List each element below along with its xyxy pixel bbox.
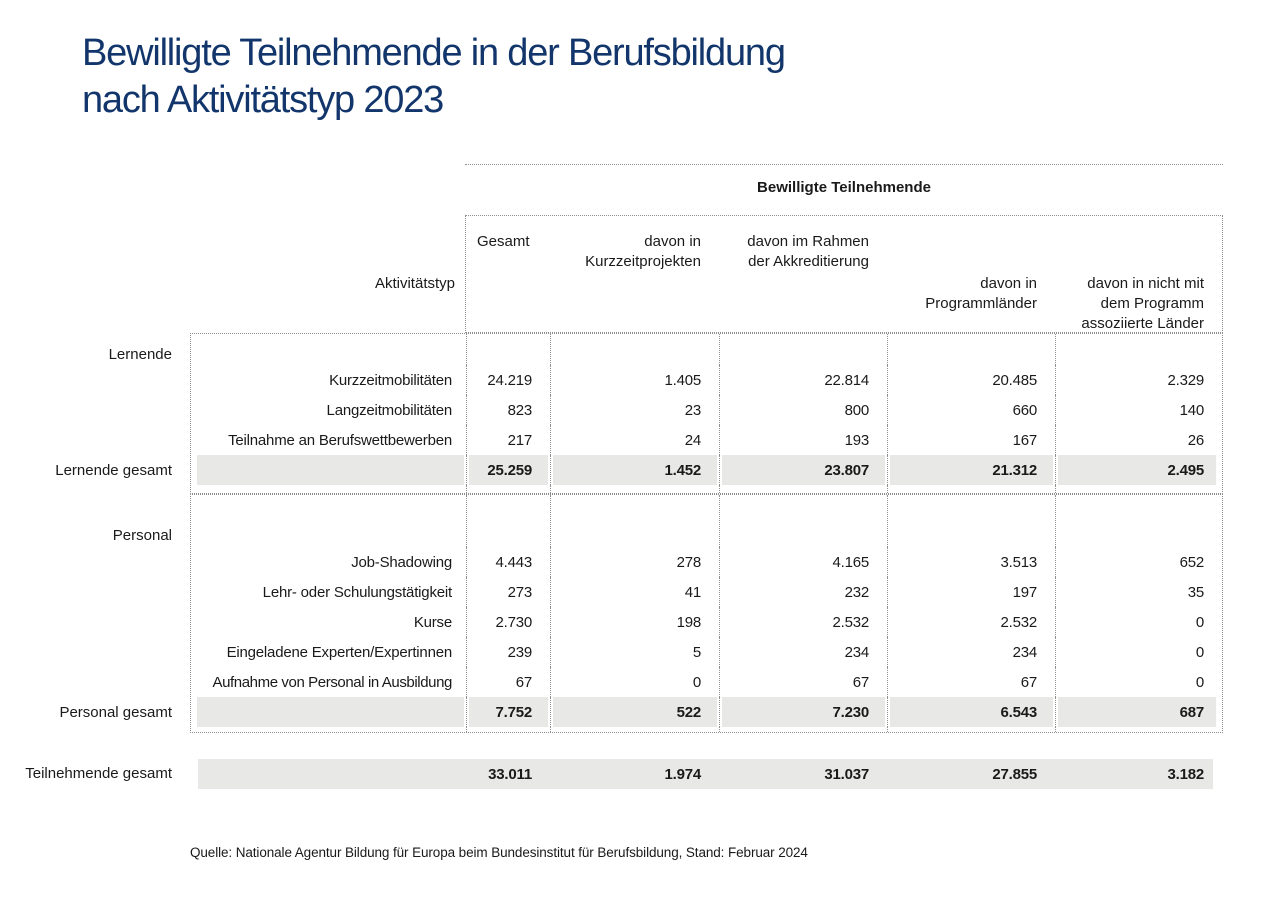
grand-total-label: Teilnehmende gesamt <box>25 765 172 782</box>
row-label: Langzeitmobilitäten <box>326 401 452 419</box>
total-value: 2.495 <box>1055 455 1222 485</box>
page-title <box>82 30 982 124</box>
cell-value: 234 <box>887 637 1055 667</box>
table-section-personal <box>190 494 1223 733</box>
spacer-row <box>191 495 1222 547</box>
cell-value: 35 <box>1055 577 1222 607</box>
cell-value: 193 <box>719 425 887 455</box>
cell-value: 232 <box>719 577 887 607</box>
row-axis-label: Aktivitätstyp <box>374 275 455 292</box>
group-label-personal: Personal <box>112 527 172 544</box>
spacer-row <box>191 727 1222 732</box>
cell-value: 140 <box>1055 395 1222 425</box>
cell-value: 660 <box>887 395 1055 425</box>
total-value: 6.543 <box>887 697 1055 727</box>
column-header-nicht-assoziierte-laender: davon in nicht mit dem Programm assoziierte Länder <box>1081 275 1204 332</box>
column-header-programmlaender: davon in Programmländer <box>925 275 1037 312</box>
cell-value: 273 <box>466 577 550 607</box>
cell-value: 26 <box>1055 425 1222 455</box>
table-row <box>191 395 1222 425</box>
cell-value: 67 <box>466 667 550 697</box>
column-header-gesamt: Gesamt <box>477 233 530 250</box>
cell-value: 652 <box>1055 547 1222 577</box>
total-label-personal-gesamt: Personal gesamt <box>59 704 172 721</box>
row-label: Job-Shadowing <box>351 553 452 571</box>
table-row <box>191 607 1222 637</box>
column-header-kurzzeitprojekte: davon in Kurzzeitprojekten <box>585 233 701 270</box>
cell-value: 197 <box>887 577 1055 607</box>
page-title-line1: Bewilligte Teilnehmende in der Berufsbildung <box>82 32 785 74</box>
cell-value: 1.405 <box>550 365 719 395</box>
page-title-line2: nach Aktivitätstyp 2023 <box>82 79 444 121</box>
total-label-lernende-gesamt: Lernende gesamt <box>55 462 172 479</box>
cell-value: 800 <box>719 395 887 425</box>
grand-total-value: 33.011 <box>488 765 532 783</box>
cell-value: 0 <box>1055 667 1222 697</box>
cell-value: 234 <box>719 637 887 667</box>
table-row <box>191 667 1222 697</box>
grand-total-value: 3.182 <box>1167 765 1204 783</box>
cell-value: 0 <box>1055 607 1222 637</box>
cell-value: 41 <box>550 577 719 607</box>
row-label: Kurse <box>413 613 452 631</box>
cell-value: 278 <box>550 547 719 577</box>
cell-value: 67 <box>887 667 1055 697</box>
cell-value: 24.219 <box>466 365 550 395</box>
cell-value: 2.730 <box>466 607 550 637</box>
total-value: 1.452 <box>550 455 719 485</box>
total-row-personal <box>191 697 1222 727</box>
row-label: Kurzzeitmobilitäten <box>329 371 452 389</box>
row-label: Teilnahme an Berufswettbewerben <box>228 431 452 449</box>
spacer-row <box>191 485 1222 493</box>
total-value: 21.312 <box>887 455 1055 485</box>
spacer-row <box>191 334 1222 365</box>
table-row <box>191 637 1222 667</box>
grand-total-row <box>198 759 1222 789</box>
column-header-akkreditierung: davon im Rahmen der Akkreditierung <box>747 233 869 270</box>
cell-value: 20.485 <box>887 365 1055 395</box>
row-label: Aufnahme von Personal in Ausbildung <box>212 673 452 691</box>
cell-value: 217 <box>466 425 550 455</box>
table-row <box>191 365 1222 395</box>
cell-value: 239 <box>466 637 550 667</box>
cell-value: 67 <box>719 667 887 697</box>
cell-value: 0 <box>550 667 719 697</box>
total-row-lernende <box>191 455 1222 485</box>
cell-value: 4.165 <box>719 547 887 577</box>
column-group-header: Bewilligte Teilnehmende <box>757 179 931 196</box>
grand-total-value: 27.855 <box>992 765 1037 783</box>
cell-value: 198 <box>550 607 719 637</box>
total-value: 687 <box>1055 697 1222 727</box>
cell-value: 0 <box>1055 637 1222 667</box>
cell-value: 22.814 <box>719 365 887 395</box>
source-note: Quelle: Nationale Agentur Bildung für Europa beim Bundesinstitut für Berufsbildung, Stand: Februar 2024 <box>190 845 808 860</box>
cell-value: 2.532 <box>719 607 887 637</box>
cell-value: 2.329 <box>1055 365 1222 395</box>
cell-value: 3.513 <box>887 547 1055 577</box>
cell-value: 4.443 <box>466 547 550 577</box>
grand-total-value: 31.037 <box>824 765 869 783</box>
group-label-lernende: Lernende <box>108 346 172 363</box>
cell-value: 5 <box>550 637 719 667</box>
total-value: 23.807 <box>719 455 887 485</box>
cell-value: 23 <box>550 395 719 425</box>
cell-value: 24 <box>550 425 719 455</box>
table-section-lernende <box>190 333 1223 494</box>
column-header-box <box>465 215 1223 333</box>
cell-value: 167 <box>887 425 1055 455</box>
top-divider <box>465 164 1223 165</box>
total-value: 25.259 <box>466 455 550 485</box>
total-value: 7.230 <box>719 697 887 727</box>
total-value: 522 <box>550 697 719 727</box>
table-row <box>191 577 1222 607</box>
grand-total-value: 1.974 <box>664 765 701 783</box>
table-row <box>191 547 1222 577</box>
table-row <box>191 425 1222 455</box>
cell-value: 2.532 <box>887 607 1055 637</box>
cell-value: 823 <box>466 395 550 425</box>
row-label: Eingeladene Experten/Expertinnen <box>226 643 452 661</box>
total-value: 7.752 <box>466 697 550 727</box>
row-label: Lehr- oder Schulungstätigkeit <box>262 583 452 601</box>
